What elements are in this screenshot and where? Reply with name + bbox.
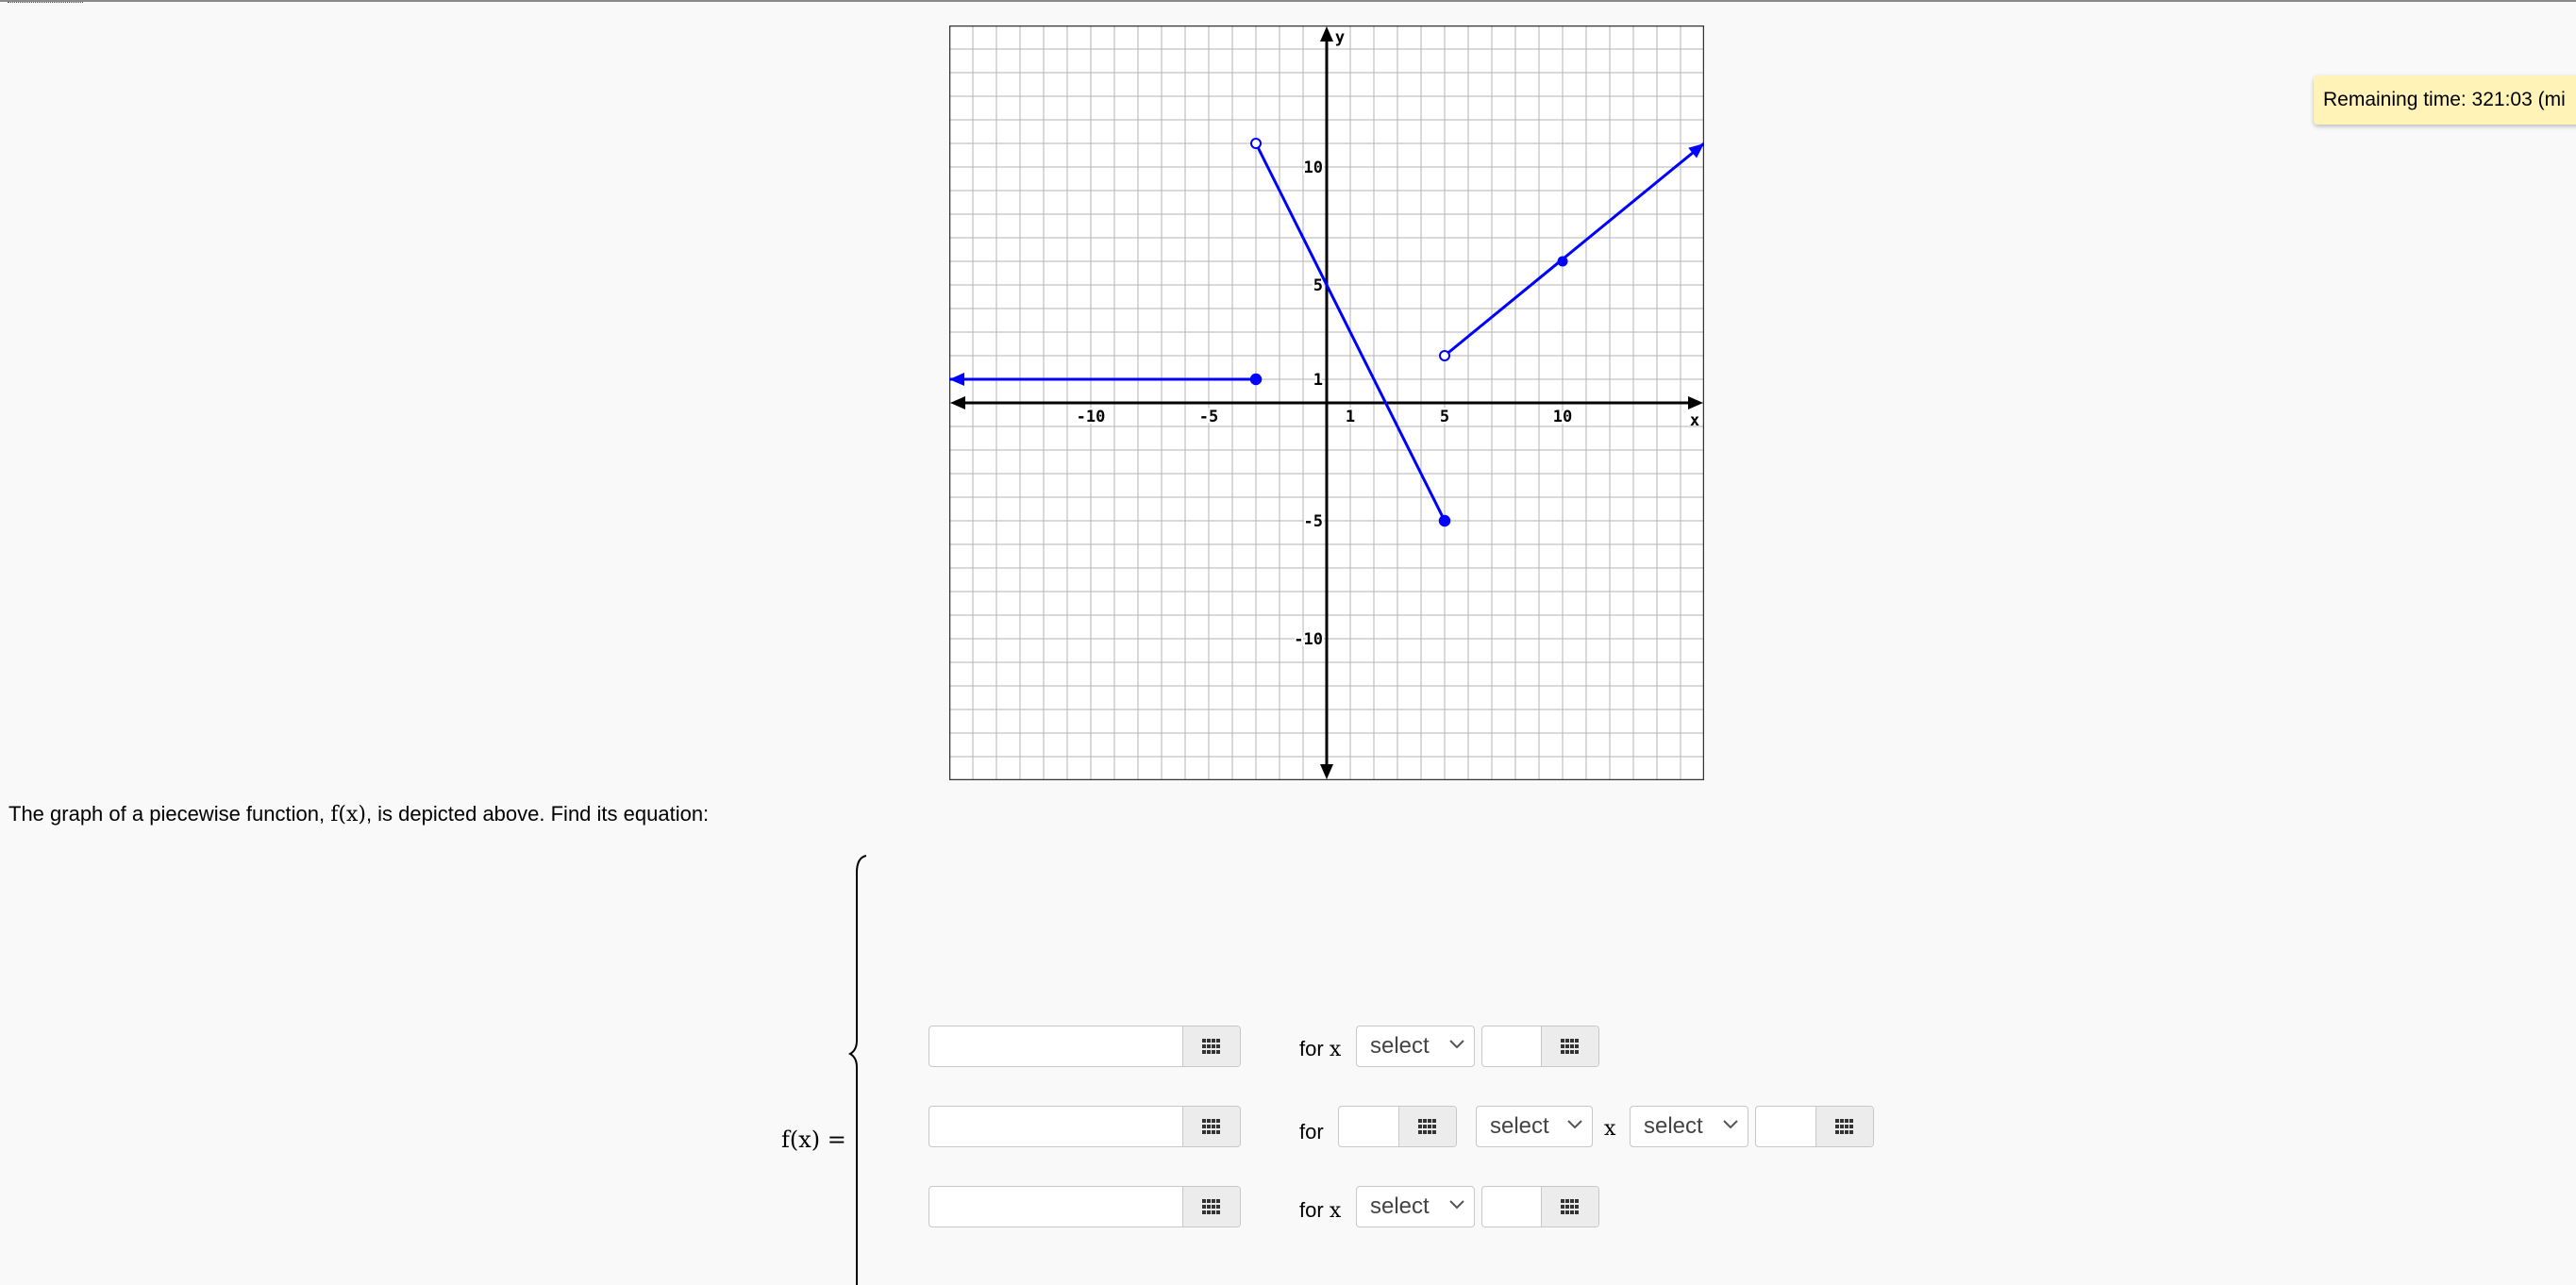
piece3-variable: x xyxy=(1329,1199,1342,1223)
piece1-bound-keyboard-button[interactable] xyxy=(1541,1026,1598,1066)
piece2-lower-keyboard-button[interactable] xyxy=(1398,1107,1456,1146)
piece2-lower-bound-input[interactable] xyxy=(1338,1106,1457,1147)
keyboard-grid-icon xyxy=(1202,1039,1221,1054)
fx-label: f(x) = xyxy=(781,1126,846,1153)
piece2-right-inequality-select[interactable] xyxy=(1630,1106,1748,1147)
piece-1-end-closed-point xyxy=(1251,375,1262,385)
chevron-down-icon xyxy=(1567,1120,1582,1129)
keyboard-grid-icon xyxy=(1418,1119,1437,1134)
piece3-for-label xyxy=(1299,1198,1341,1223)
keyboard-grid-icon xyxy=(1561,1039,1580,1054)
piece1-keyboard-button[interactable] xyxy=(1182,1026,1240,1066)
piece-3-marked-point xyxy=(1558,257,1568,267)
question-text xyxy=(8,802,709,826)
piece2-upper-bound-input[interactable] xyxy=(1755,1106,1874,1147)
keyboard-grid-icon xyxy=(1202,1199,1221,1214)
piece1-bound-field[interactable] xyxy=(1482,1026,1542,1066)
x-tick-label: 1 xyxy=(1345,408,1356,426)
question-text-after: , is depicted above. Find its equation: xyxy=(365,802,710,826)
x-axis-label: x xyxy=(1689,411,1700,430)
piece2-expression-field[interactable] xyxy=(929,1107,1183,1146)
keyboard-grid-icon xyxy=(1561,1199,1580,1214)
piece-2-start-open-point xyxy=(1251,139,1261,148)
remaining-time-text: Remaining time: 321:03 (mi xyxy=(2323,89,2566,110)
y-tick-label: 5 xyxy=(1313,276,1323,295)
chevron-down-icon xyxy=(1449,1040,1464,1049)
piece-2-end-closed-point xyxy=(1440,516,1450,526)
piece1-variable: x xyxy=(1329,1038,1342,1061)
piece2-lower-bound-field[interactable] xyxy=(1339,1107,1399,1146)
piece3-expression-field[interactable] xyxy=(929,1187,1183,1227)
piece2-upper-bound-field[interactable] xyxy=(1756,1107,1816,1146)
piece2-keyboard-button[interactable] xyxy=(1182,1107,1240,1146)
piece2-left-inequality-select[interactable] xyxy=(1476,1106,1593,1147)
piece1-for-word: for xyxy=(1299,1037,1324,1060)
piece1-inequality-select[interactable] xyxy=(1356,1026,1475,1067)
y-tick-label: 10 xyxy=(1303,159,1323,177)
piece2-upper-keyboard-button[interactable] xyxy=(1815,1107,1873,1146)
piece1-expression-input[interactable] xyxy=(928,1026,1241,1067)
piece1-for-label xyxy=(1299,1037,1341,1061)
keyboard-grid-icon xyxy=(1202,1119,1221,1134)
piece2-expression-input[interactable] xyxy=(928,1106,1241,1147)
piece3-expression-input[interactable] xyxy=(928,1186,1241,1227)
piece2-right-select-value: select xyxy=(1644,1113,1703,1139)
piece-3-start-open-point xyxy=(1440,351,1449,360)
piece3-for-word: for xyxy=(1299,1198,1324,1222)
piece2-for-label xyxy=(1299,1120,1324,1144)
piece2-for-word: for xyxy=(1299,1120,1324,1143)
function-graph xyxy=(949,25,1704,780)
keyboard-grid-icon xyxy=(1835,1119,1854,1134)
x-tick-label: -10 xyxy=(1076,408,1106,426)
piece3-select-value: select xyxy=(1370,1193,1430,1219)
left-brace xyxy=(847,854,868,1285)
piece3-bound-keyboard-button[interactable] xyxy=(1541,1187,1598,1227)
top-border-mark xyxy=(8,0,83,3)
y-axis-label: y xyxy=(1334,28,1346,47)
chevron-down-icon xyxy=(1723,1120,1738,1129)
piece1-bound-input[interactable] xyxy=(1481,1026,1599,1067)
graph-svg xyxy=(949,25,1704,780)
piece1-select-value: select xyxy=(1370,1033,1430,1059)
x-tick-label: 5 xyxy=(1439,408,1450,426)
piece2-left-select-value: select xyxy=(1490,1113,1549,1139)
piece3-bound-field[interactable] xyxy=(1482,1187,1542,1227)
y-tick-label: 1 xyxy=(1313,371,1323,390)
y-tick-label: -5 xyxy=(1303,512,1323,531)
piece3-bound-input[interactable] xyxy=(1481,1186,1599,1227)
piece2-variable: x xyxy=(1604,1117,1616,1141)
y-tick-label: -10 xyxy=(1294,630,1323,649)
top-border xyxy=(0,0,2576,2)
piece3-keyboard-button[interactable] xyxy=(1182,1187,1240,1227)
x-tick-label: -5 xyxy=(1198,408,1219,426)
x-tick-label: 10 xyxy=(1552,408,1573,426)
remaining-time-badge xyxy=(2314,75,2576,125)
question-text-before: The graph of a piecewise function, xyxy=(8,802,331,826)
piece1-expression-field[interactable] xyxy=(929,1026,1183,1066)
question-function-name: f(x) xyxy=(330,803,366,826)
chevron-down-icon xyxy=(1449,1200,1464,1210)
piece3-inequality-select[interactable] xyxy=(1356,1186,1475,1227)
